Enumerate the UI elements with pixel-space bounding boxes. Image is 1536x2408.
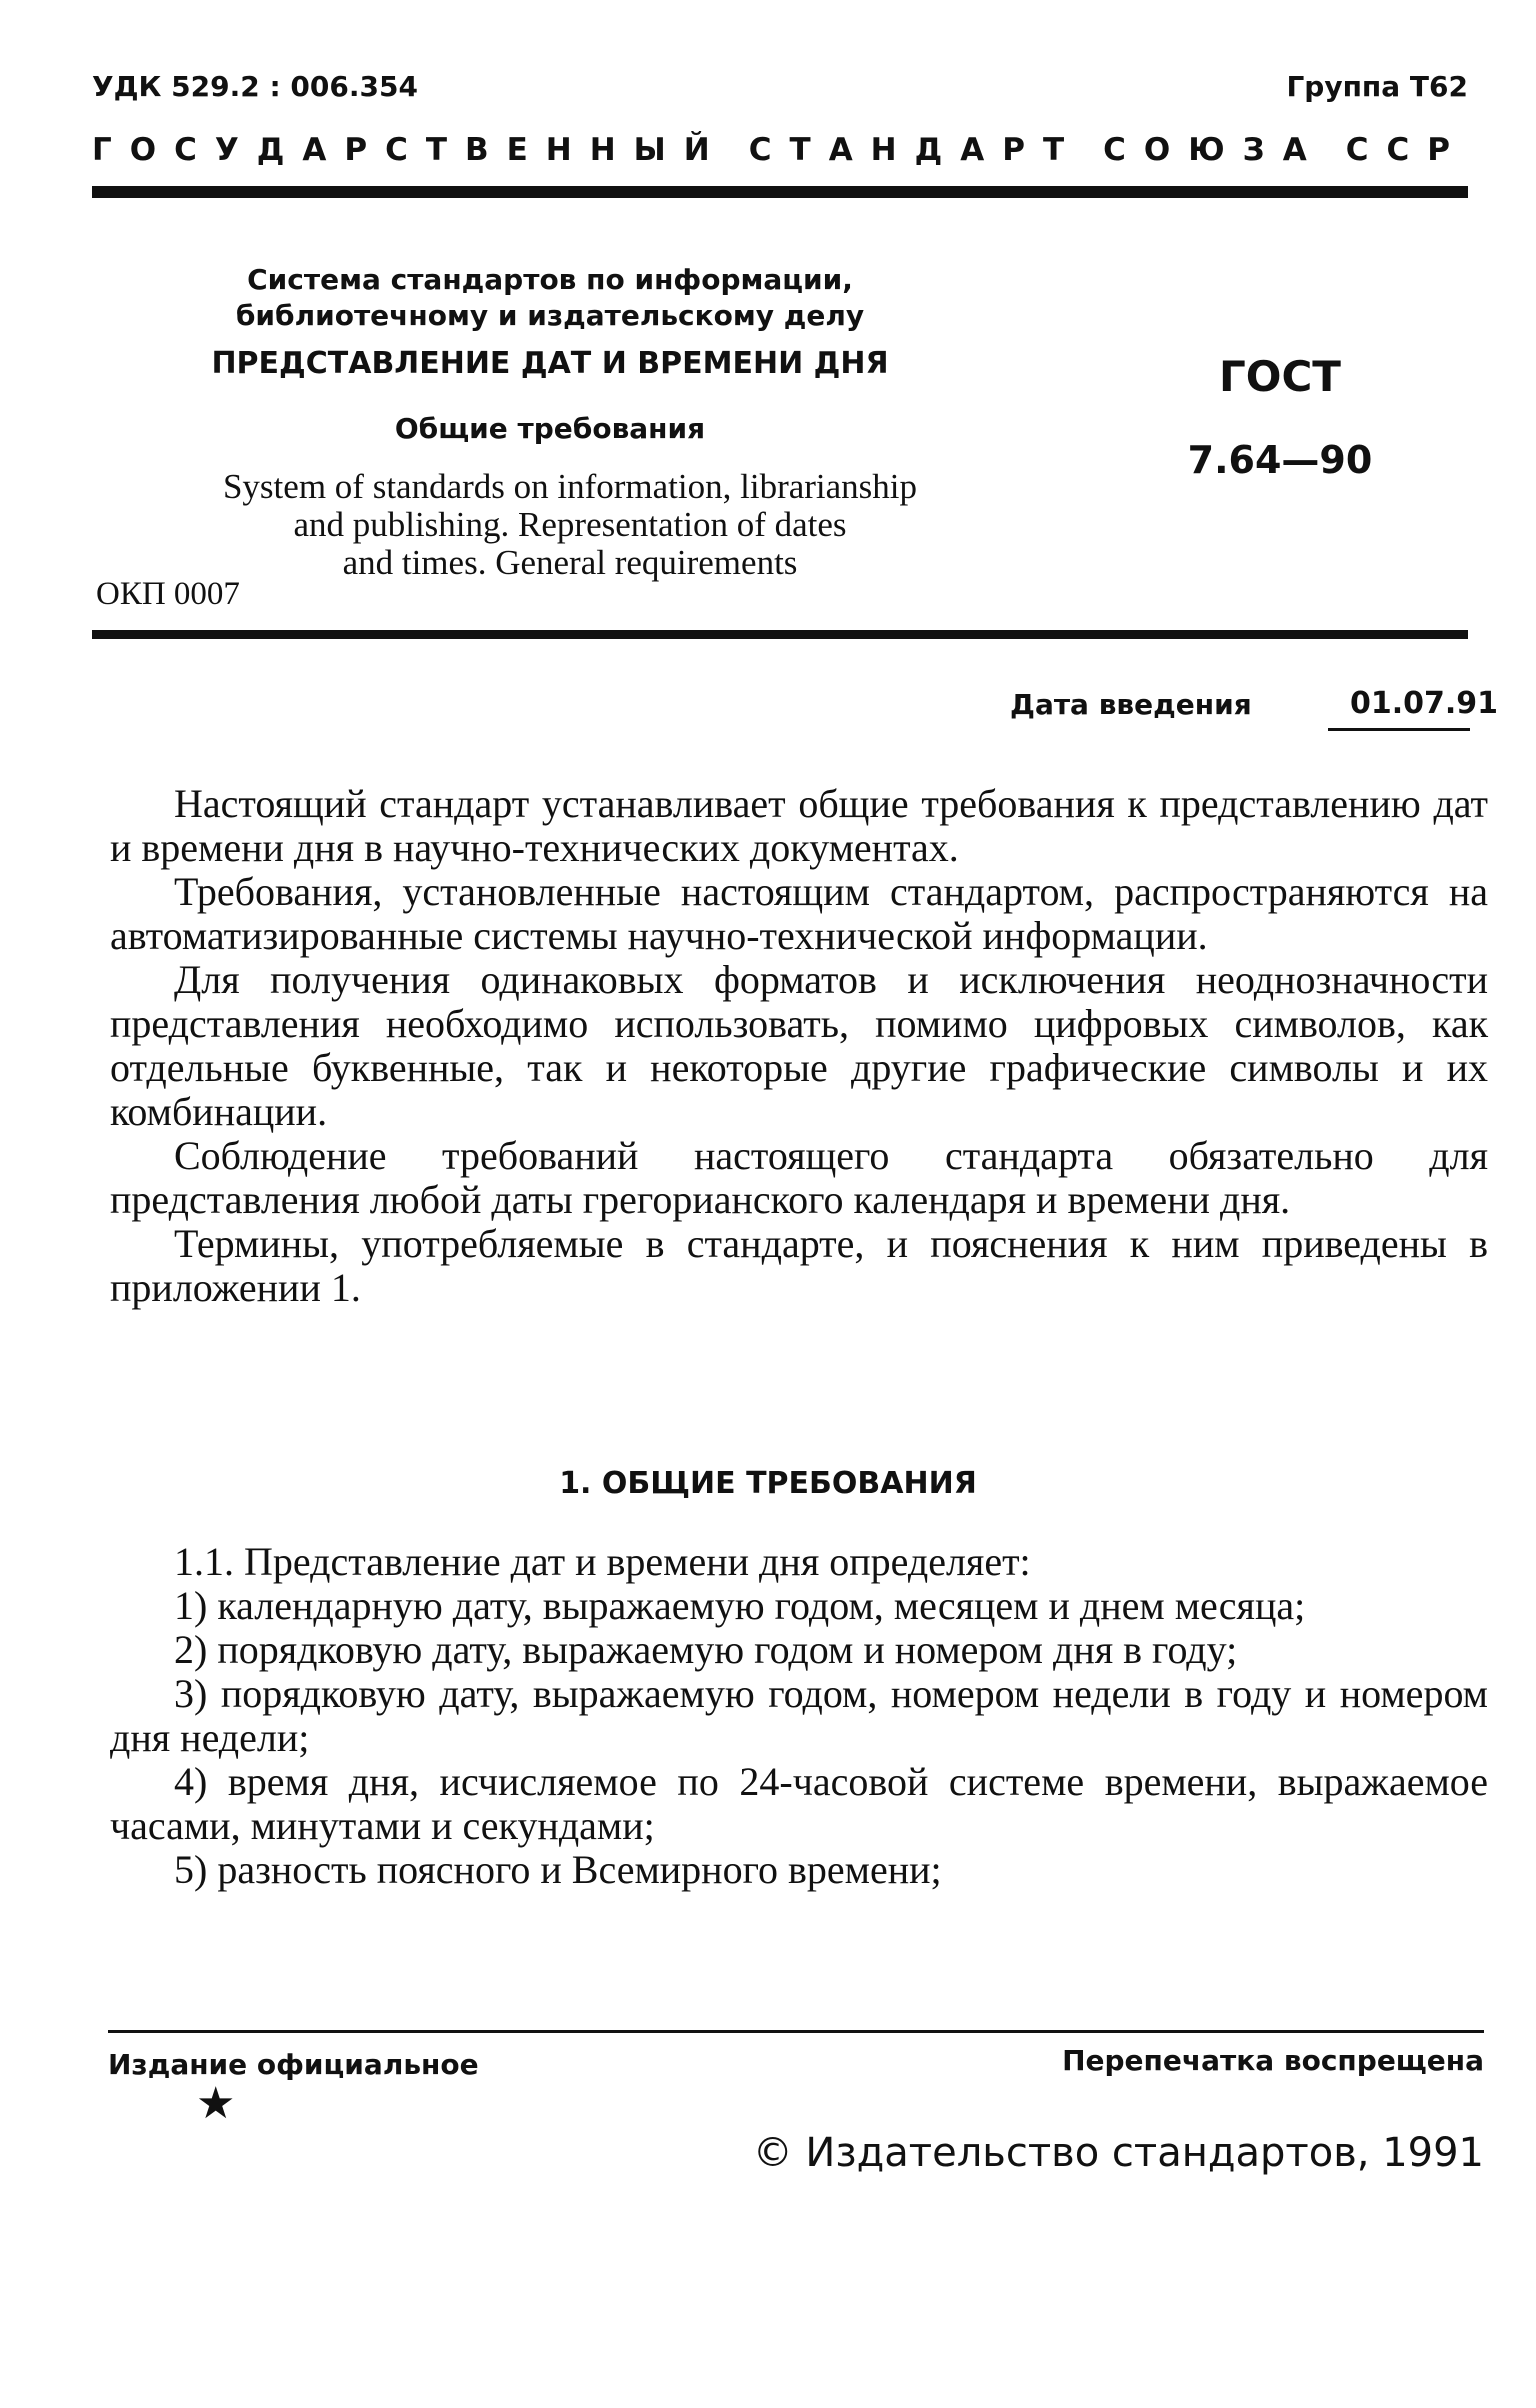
paragraph: Соблюдение требований настоящего стандарта обязательно для представления любой даты грегорианского календаря и времени дня.: [110, 1133, 1488, 1222]
banner-word: СОЮЗА: [1103, 132, 1325, 168]
top-rule: [92, 186, 1468, 198]
system-line: библиотечному и издательскому делу: [235, 299, 865, 332]
requirements-list: [110, 1540, 1488, 1892]
introduction-text: [110, 782, 1488, 1310]
paragraph: Термины, употребляемые в стандарте, и пояснения к ним приведены в приложении 1.: [110, 1221, 1488, 1310]
gost-number: 7.64—90: [1187, 438, 1373, 482]
english-title: [150, 468, 990, 582]
list-item: 4) время дня, исчисляемое по 24-часовой системе времени, выражаемое часами, минутами и секундами;: [110, 1759, 1488, 1848]
gost-label: ГОСТ: [1219, 352, 1341, 401]
banner-word: ГОСУДАРСТВЕННЫЙ: [92, 132, 728, 168]
section-heading: 1. ОБЩИЕ ТРЕБОВАНИЯ: [559, 1466, 977, 1501]
system-line: Система стандартов по информации,: [247, 263, 853, 296]
banner-word: СТАНДАРТ: [748, 132, 1083, 168]
reprint-note: Перепечатка воспрещена: [1062, 2044, 1484, 2077]
state-standard-banner: [92, 132, 1468, 168]
paragraph: Настоящий стандарт устанавливает общие требования к представлению дат и времени дня в научно-технических документах.: [110, 781, 1488, 870]
introduction-date-underline: [1328, 728, 1470, 731]
document-subtitle: Общие требования: [394, 412, 706, 445]
group-code: Группа Т62: [1286, 70, 1468, 103]
introduction-date-label: Дата введения: [1010, 688, 1252, 721]
paragraph: Требования, установленные настоящим стандартом, распространяются на автоматизированные системы научно-технической информации.: [110, 869, 1488, 958]
paragraph: Для получения одинаковых форматов и исключения неоднозначности представления необходимо использовать, помимо цифровых символов, как отдельные буквенные, так и некоторые другие графические символы и их комбинации.: [110, 957, 1488, 1134]
english-line: System of standards on information, librarianship: [222, 467, 918, 506]
copyright-note: © Издательство стандартов, 1991: [752, 2130, 1484, 2176]
list-item: 3) порядковую дату, выражаемую годом, номером недели в году и номером дня недели;: [110, 1671, 1488, 1760]
list-item: 1) календарную дату, выражаемую годом, месяцем и днем месяца;: [174, 1583, 1306, 1628]
english-line: and publishing. Representation of dates: [293, 505, 847, 544]
middle-rule: [92, 630, 1468, 639]
english-line: and times. General requirements: [342, 543, 798, 582]
edition-note: Издание официальное: [108, 2048, 479, 2081]
list-item: 1.1. Представление дат и времени дня определяет:: [174, 1539, 1031, 1584]
list-item: 2) порядковую дату, выражаемую годом и номером дня в году;: [174, 1627, 1238, 1672]
okp-code: ОКП 0007: [96, 576, 240, 612]
banner-word: ССР: [1345, 132, 1468, 168]
udk-code: УДК 529.2 : 006.354: [92, 70, 418, 103]
star-icon: ★: [196, 2079, 236, 2128]
list-item: 5) разность поясного и Всемирного времени;: [174, 1847, 942, 1892]
footer-rule: [108, 2030, 1484, 2033]
system-title: [150, 262, 950, 334]
introduction-date: 01.07.91: [1350, 686, 1499, 721]
document-title: ПРЕДСТАВЛЕНИЕ ДАТ И ВРЕМЕНИ ДНЯ: [211, 346, 889, 381]
